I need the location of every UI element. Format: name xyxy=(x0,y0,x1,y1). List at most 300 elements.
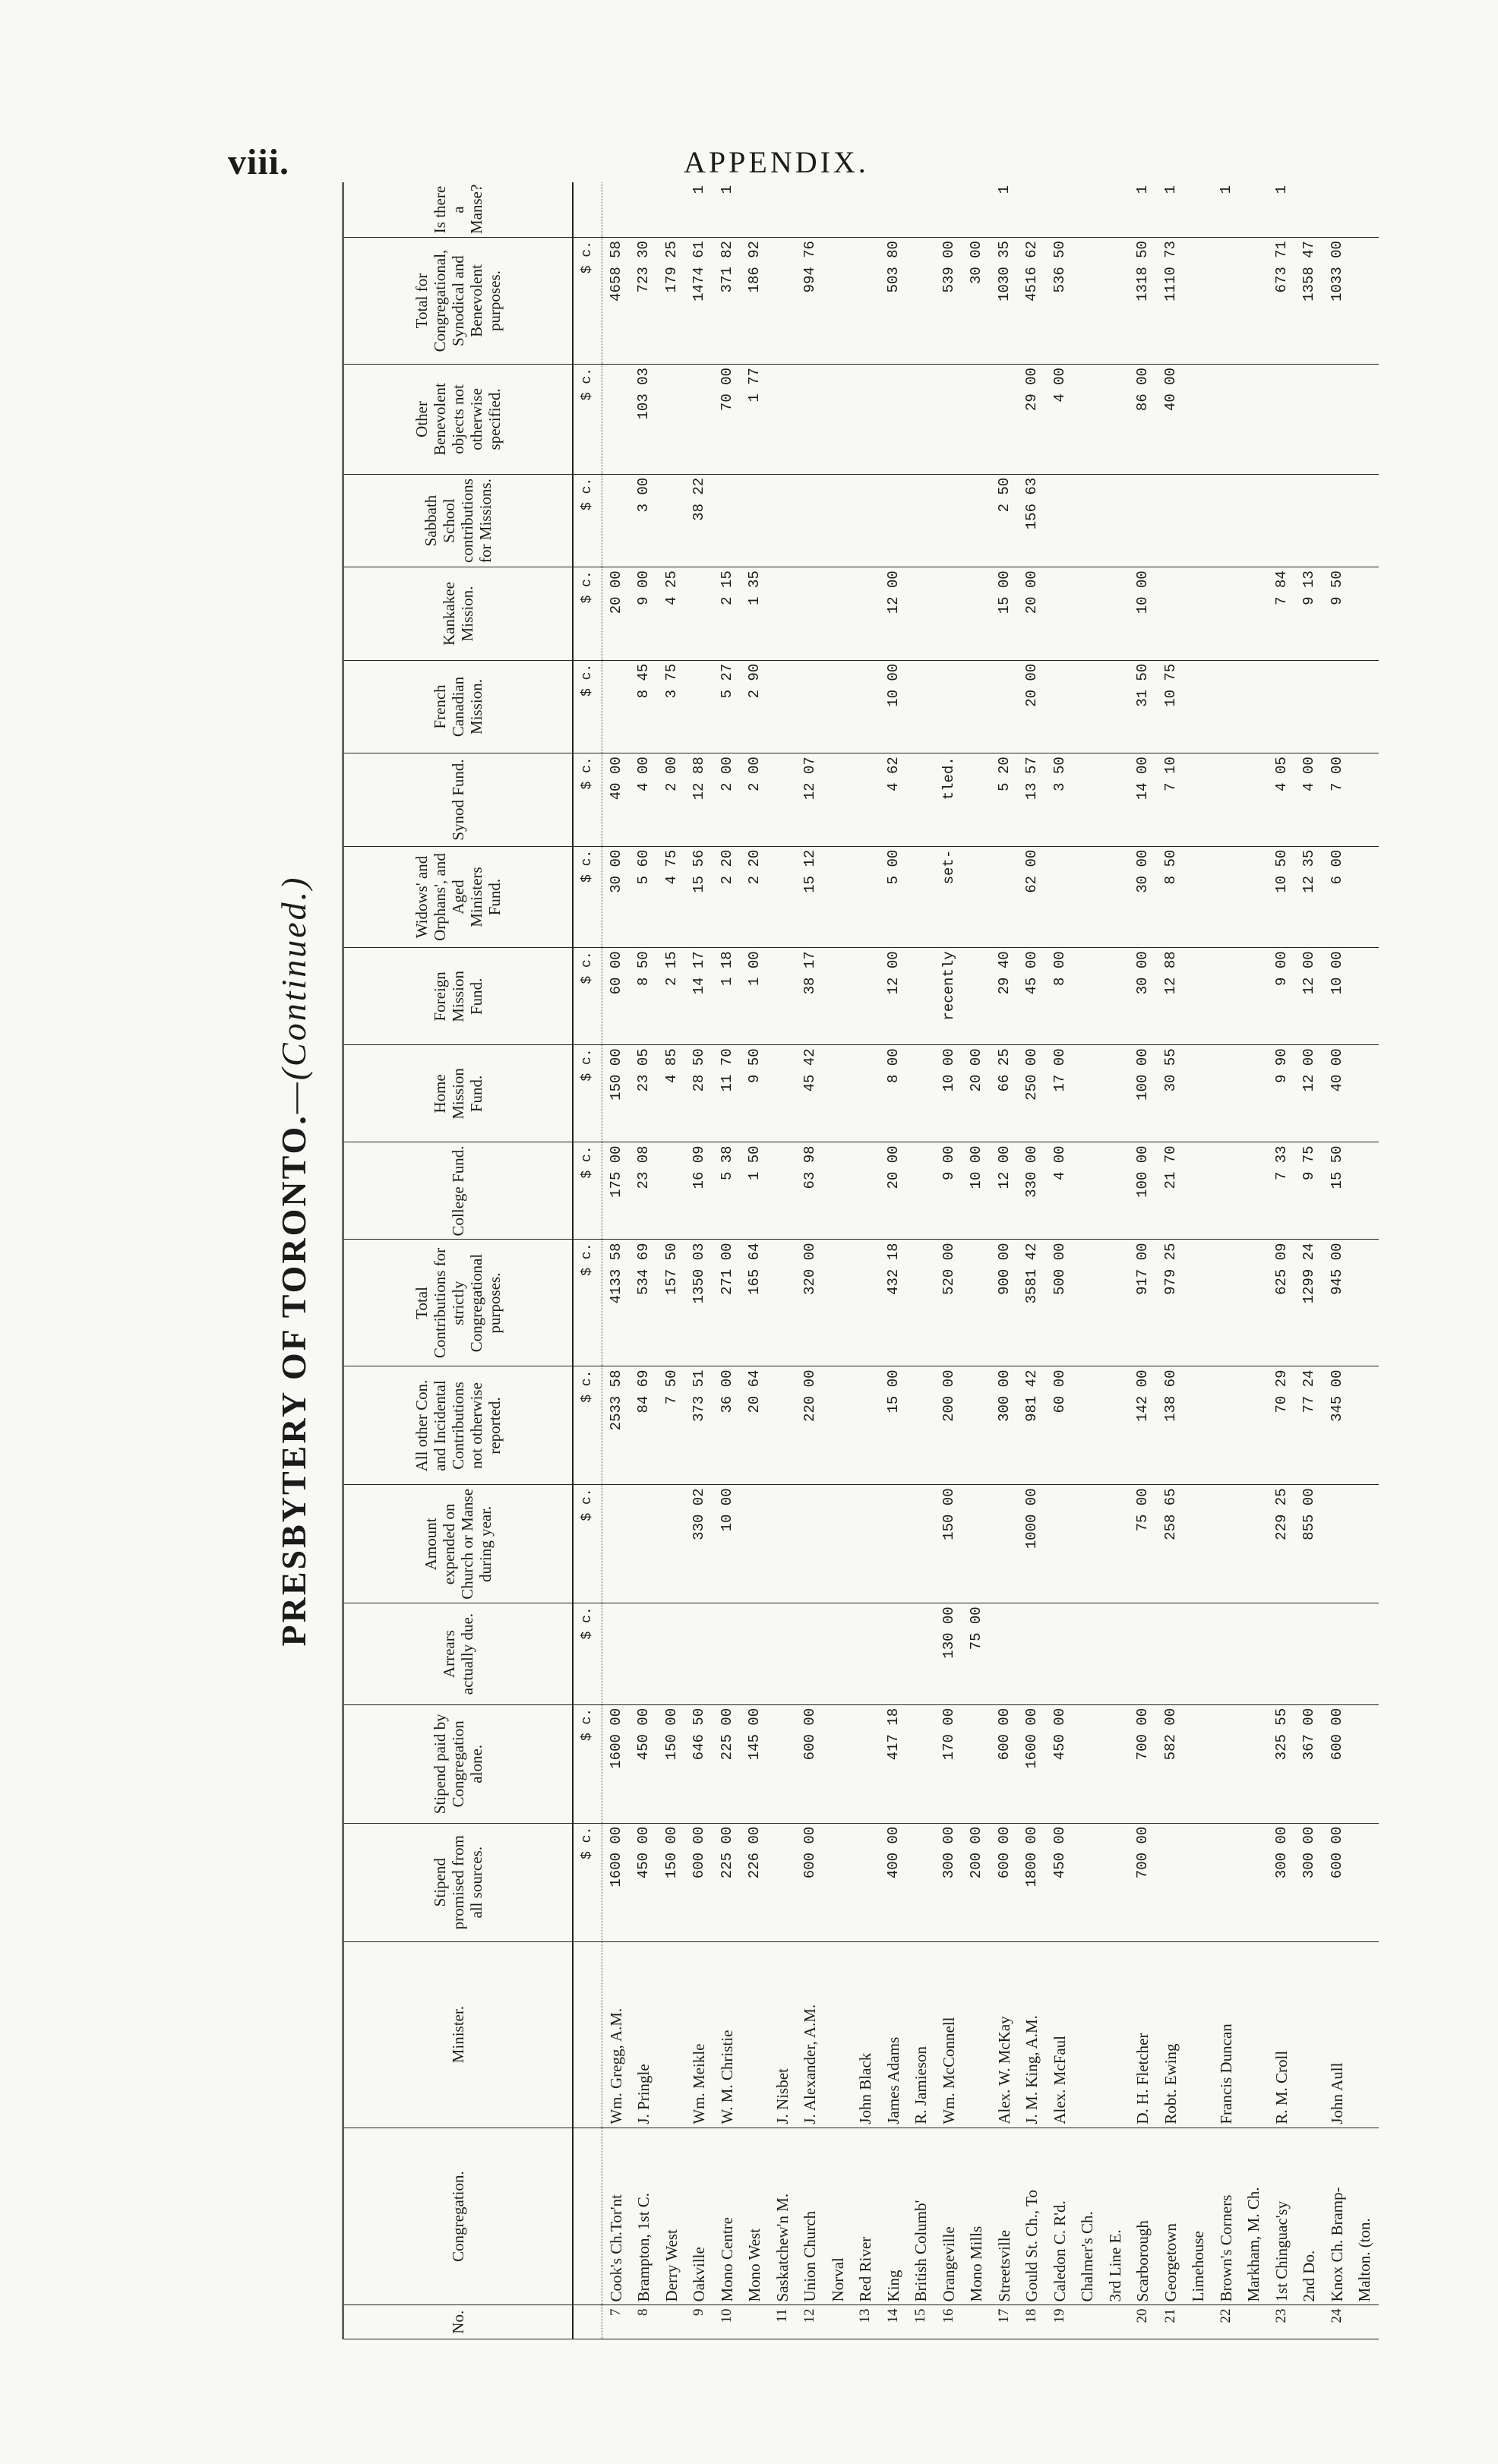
table-cell: 28 50 xyxy=(685,1045,713,1142)
table-cell: 156 63 xyxy=(1018,474,1046,567)
table-row xyxy=(1323,182,1351,2339)
table-cell: 534 69 xyxy=(630,1240,658,1366)
table-cell: Mono Centre xyxy=(713,2128,741,2305)
table-cell: 539 00 xyxy=(935,238,963,365)
table-cell xyxy=(1323,182,1351,238)
table-cell xyxy=(1212,238,1240,365)
table-cell xyxy=(769,1603,797,1705)
table-cell xyxy=(907,1823,935,1941)
table-cell: 373 51 xyxy=(685,1366,713,1485)
table-cell: 226 00 xyxy=(741,1823,769,1941)
table-cell: 3rd Line E. xyxy=(1101,2128,1130,2305)
table-cell xyxy=(1268,1603,1296,1705)
table-cell: 30 00 xyxy=(1129,948,1157,1045)
table-cell xyxy=(1351,1941,1379,2128)
column-header: All other Con. and Incidental Contributions not otherwise reported. xyxy=(343,1366,574,1485)
table-cell xyxy=(769,948,797,1045)
table-cell: King xyxy=(880,2128,908,2305)
table-cell xyxy=(1212,660,1240,753)
table-cell: 17 xyxy=(991,2305,1019,2339)
table-cell xyxy=(769,238,797,365)
table-cell xyxy=(824,948,852,1045)
table-cell xyxy=(1212,1142,1240,1240)
table-cell: 1 77 xyxy=(741,365,769,475)
table-cell: 6 00 xyxy=(1323,846,1351,948)
table-cell xyxy=(1073,1366,1101,1485)
table-cell: 4 00 xyxy=(1046,1142,1074,1240)
table-cell xyxy=(741,1485,769,1603)
table-cell: 15 56 xyxy=(685,846,713,948)
table-cell: John Aull xyxy=(1323,1941,1351,2128)
table-cell xyxy=(1101,846,1130,948)
table-cell: 8 50 xyxy=(630,948,658,1045)
table-cell: 4 00 xyxy=(630,753,658,846)
table-cell xyxy=(1184,1045,1212,1142)
column-header: Total Contributions for strictly Congregational purposes. xyxy=(343,1240,574,1366)
table-row xyxy=(1268,182,1296,2339)
table-cell xyxy=(685,365,713,475)
table-cell: 1600 00 xyxy=(602,1704,630,1823)
table-cell xyxy=(824,474,852,567)
table-cell xyxy=(962,474,991,567)
table-cell xyxy=(1073,660,1101,753)
table-cell xyxy=(1212,1366,1240,1485)
table-cell xyxy=(1212,1045,1240,1142)
table-cell xyxy=(685,660,713,753)
table-cell xyxy=(769,1823,797,1941)
table-cell: 8 45 xyxy=(630,660,658,753)
table-cell xyxy=(824,567,852,660)
table-cell: 3 75 xyxy=(658,660,686,753)
table-cell xyxy=(1073,238,1101,365)
table-cell xyxy=(769,1366,797,1485)
table-cell: 2 00 xyxy=(713,753,741,846)
table-cell: 36 00 xyxy=(713,1366,741,1485)
table-cell: 4 85 xyxy=(658,1045,686,1142)
table-cell: 1st Chinguac'sy xyxy=(1268,2128,1296,2305)
table-cell xyxy=(907,1485,935,1603)
table-row xyxy=(962,182,991,2339)
table-cell: 1 xyxy=(991,182,1019,238)
table-cell xyxy=(741,1603,769,1705)
table-cell xyxy=(852,1366,880,1485)
table-cell: 500 00 xyxy=(1046,1240,1074,1366)
table-cell xyxy=(1046,660,1074,753)
table-cell xyxy=(824,660,852,753)
table-cell xyxy=(1212,1603,1240,1705)
table-cell xyxy=(741,474,769,567)
table-cell: 142 00 xyxy=(1129,1366,1157,1485)
table-cell xyxy=(602,1485,630,1603)
table-cell xyxy=(962,567,991,660)
table-cell: 1 xyxy=(1157,182,1185,238)
table-cell: 157 50 xyxy=(658,1240,686,1366)
table-cell xyxy=(1212,1485,1240,1603)
table-cell xyxy=(1184,753,1212,846)
table-cell xyxy=(1351,1366,1379,1485)
table-cell xyxy=(658,474,686,567)
table-row xyxy=(1157,182,1185,2339)
table-cell xyxy=(1046,1603,1074,1705)
table-cell xyxy=(1240,474,1268,567)
table-cell: 38 22 xyxy=(685,474,713,567)
table-cell: 4 00 xyxy=(1295,753,1323,846)
table-cell: Chalmer's Ch. xyxy=(1073,2128,1101,2305)
table-cell xyxy=(713,1603,741,1705)
table-cell: 5 00 xyxy=(880,846,908,948)
table-cell xyxy=(991,365,1019,475)
table-cell: 10 00 xyxy=(935,1045,963,1142)
table-cell xyxy=(852,182,880,238)
table-cell xyxy=(824,2305,852,2339)
table-cell xyxy=(602,1603,630,1705)
unit-cell xyxy=(573,182,602,238)
table-cell xyxy=(1073,1603,1101,1705)
column-header: Sabbath School contributions for Missions. xyxy=(343,474,574,567)
table-cell: 38 17 xyxy=(796,948,824,1045)
unit-cell: $ c. xyxy=(573,660,602,753)
table-cell xyxy=(769,753,797,846)
table-cell xyxy=(1240,1941,1268,2128)
table-cell: 400 00 xyxy=(880,1823,908,1941)
table-cell: 4516 62 xyxy=(1018,238,1046,365)
table-cell: Caledon C. R'd. xyxy=(1046,2128,1074,2305)
table-cell: Mono Mills xyxy=(962,2128,991,2305)
table-cell xyxy=(1184,1240,1212,1366)
table-cell xyxy=(907,474,935,567)
table-cell xyxy=(824,1603,852,1705)
table-cell xyxy=(1240,182,1268,238)
table-cell: 536 50 xyxy=(1046,238,1074,365)
table-cell xyxy=(962,2305,991,2339)
table-cell: 450 00 xyxy=(630,1704,658,1823)
table-cell: James Adams xyxy=(880,1941,908,2128)
table-cell xyxy=(1184,1485,1212,1603)
page-number: viii. xyxy=(228,142,290,182)
table-cell xyxy=(1323,1603,1351,1705)
table-cell: J. Nisbet xyxy=(769,1941,797,2128)
table-cell: 1 xyxy=(1129,182,1157,238)
column-header: College Fund. xyxy=(343,1142,574,1240)
table-cell: 700 00 xyxy=(1129,1823,1157,1941)
table-cell xyxy=(1184,846,1212,948)
table-cell xyxy=(1351,846,1379,948)
table-cell xyxy=(685,1603,713,1705)
table-cell xyxy=(602,365,630,475)
table-cell: R. M. Croll xyxy=(1268,1941,1296,2128)
table-cell: Limehouse xyxy=(1184,2128,1212,2305)
table-cell: 5 38 xyxy=(713,1142,741,1240)
table-title-continued: —(Continued.) xyxy=(274,875,313,1114)
column-header: No. xyxy=(343,2305,574,2339)
table-cell: J. Alexander, A.M. xyxy=(796,1941,824,2128)
table-cell xyxy=(962,365,991,475)
table-cell xyxy=(1101,1366,1130,1485)
table-cell xyxy=(1351,2305,1379,2339)
table-cell: 9 00 xyxy=(935,1142,963,1240)
table-cell xyxy=(962,948,991,1045)
table-cell: 2 20 xyxy=(713,846,741,948)
table-cell xyxy=(685,567,713,660)
table-cell xyxy=(1073,1485,1101,1603)
table-row xyxy=(824,182,852,2339)
table-row xyxy=(796,182,824,2339)
table-cell: 1600 00 xyxy=(1018,1704,1046,1823)
table-cell: Norval xyxy=(824,2128,852,2305)
column-header: Stipend promised from all sources. xyxy=(343,1823,574,1941)
table-cell: Orangeville xyxy=(935,2128,963,2305)
column-header: Is there a Manse? xyxy=(343,182,574,238)
table-cell xyxy=(1101,365,1130,475)
table-cell xyxy=(852,567,880,660)
table-cell: 600 00 xyxy=(991,1823,1019,1941)
table-cell xyxy=(769,474,797,567)
column-header: Minister. xyxy=(343,1941,574,2128)
table-cell: 20 00 xyxy=(880,1142,908,1240)
table-cell: 84 69 xyxy=(630,1366,658,1485)
table-cell xyxy=(769,846,797,948)
column-header: Home Mission Fund. xyxy=(343,1045,574,1142)
table-cell xyxy=(769,1240,797,1366)
table-row xyxy=(880,182,908,2339)
table-cell xyxy=(907,1045,935,1142)
unit-cell: $ c. xyxy=(573,753,602,846)
table-cell xyxy=(935,660,963,753)
table-cell xyxy=(1212,474,1240,567)
table-cell xyxy=(962,660,991,753)
table-cell: 5 20 xyxy=(991,753,1019,846)
table-cell: Malton. (ton. xyxy=(1351,2128,1379,2305)
table-cell xyxy=(1101,1240,1130,1366)
table-cell: 4 25 xyxy=(658,567,686,660)
table-cell xyxy=(1184,238,1212,365)
table-cell xyxy=(824,1823,852,1941)
table-cell xyxy=(1240,1603,1268,1705)
table-cell: 625 09 xyxy=(1268,1240,1296,1366)
table-cell: 9 xyxy=(685,2305,713,2339)
table-cell xyxy=(1240,1366,1268,1485)
table-row xyxy=(1240,182,1268,2339)
table-cell: 62 00 xyxy=(1018,846,1046,948)
table-cell: Wm. Meikle xyxy=(685,1941,713,2128)
table-cell xyxy=(1073,948,1101,1045)
table-cell: 1800 00 xyxy=(1018,1823,1046,1941)
table-cell xyxy=(1101,1823,1130,1941)
table-cell xyxy=(1240,846,1268,948)
table-cell xyxy=(907,182,935,238)
table-cell: 2 00 xyxy=(658,753,686,846)
table-row xyxy=(852,182,880,2339)
table-cell xyxy=(1184,948,1212,1045)
table-cell xyxy=(1184,1366,1212,1485)
table-row xyxy=(602,182,630,2339)
table-cell xyxy=(1101,1485,1130,1603)
table-cell: 145 00 xyxy=(741,1704,769,1823)
table-cell xyxy=(1268,660,1296,753)
table-cell xyxy=(1101,1603,1130,1705)
table-cell: R. Jamieson xyxy=(907,1941,935,2128)
table-cell xyxy=(824,1485,852,1603)
table-cell: 3 50 xyxy=(1046,753,1074,846)
table-cell: 330 02 xyxy=(685,1485,713,1603)
table-cell xyxy=(1351,1823,1379,1941)
table-cell xyxy=(741,182,769,238)
table-cell xyxy=(1351,567,1379,660)
table-cell: 10 00 xyxy=(713,1485,741,1603)
table-cell: 20 00 xyxy=(1018,567,1046,660)
table-cell xyxy=(880,1485,908,1603)
table-cell xyxy=(1212,365,1240,475)
table-cell: 330 00 xyxy=(1018,1142,1046,1240)
table-cell xyxy=(991,1485,1019,1603)
table-cell xyxy=(907,753,935,846)
table-cell: 2 15 xyxy=(713,567,741,660)
table-cell xyxy=(1073,1045,1101,1142)
table-cell: 10 50 xyxy=(1268,846,1296,948)
table-cell xyxy=(741,1941,769,2128)
table-cell xyxy=(769,567,797,660)
table-cell: 9 75 xyxy=(1295,1142,1323,1240)
column-header: Widows' and Orphans', and Aged Ministers Fund. xyxy=(343,846,574,948)
table-cell xyxy=(852,238,880,365)
table-cell: 1299 24 xyxy=(1295,1240,1323,1366)
unit-cell: $ c. xyxy=(573,1823,602,1941)
unit-cell xyxy=(573,1941,602,2128)
table-cell xyxy=(1018,1603,1046,1705)
table-cell xyxy=(1323,474,1351,567)
table-cell xyxy=(769,365,797,475)
table-row xyxy=(1184,182,1212,2339)
table-cell: tled. xyxy=(935,753,963,846)
table-cell: 7 00 xyxy=(1323,753,1351,846)
table-cell xyxy=(1351,365,1379,475)
table-cell xyxy=(658,1142,686,1240)
table-cell: 979 25 xyxy=(1157,1240,1185,1366)
table-cell xyxy=(962,753,991,846)
table-cell xyxy=(1351,1704,1379,1823)
table-cell: 100 00 xyxy=(1129,1142,1157,1240)
table-cell xyxy=(880,474,908,567)
table-cell: 4 75 xyxy=(658,846,686,948)
table-cell xyxy=(852,948,880,1045)
table-cell xyxy=(1073,2305,1101,2339)
table-cell xyxy=(630,182,658,238)
table-cell xyxy=(741,2305,769,2339)
table-cell xyxy=(907,1603,935,1705)
table-cell xyxy=(1240,753,1268,846)
table-cell xyxy=(824,1240,852,1366)
table-cell xyxy=(962,1240,991,1366)
table-cell xyxy=(852,1485,880,1603)
table-cell xyxy=(658,365,686,475)
table-cell xyxy=(1295,365,1323,475)
table-cell xyxy=(630,1603,658,1705)
table-cell: 300 00 xyxy=(991,1366,1019,1485)
table-cell: 855 00 xyxy=(1295,1485,1323,1603)
table-cell: 1000 00 xyxy=(1018,1485,1046,1603)
table-cell: recently xyxy=(935,948,963,1045)
table-cell: 86 00 xyxy=(1129,365,1157,475)
table-cell xyxy=(907,1704,935,1823)
table-cell: 300 00 xyxy=(935,1823,963,1941)
table-cell: 9 90 xyxy=(1268,1045,1296,1142)
column-header: Kankakee Mission. xyxy=(343,567,574,660)
table-cell: Streetsville xyxy=(991,2128,1019,2305)
unit-cell: $ c. xyxy=(573,567,602,660)
table-cell xyxy=(1184,660,1212,753)
table-cell xyxy=(1240,1240,1268,1366)
table-cell: 1 xyxy=(1212,182,1240,238)
table-cell xyxy=(1351,948,1379,1045)
table-cell: 7 50 xyxy=(658,1366,686,1485)
table-cell: 1350 03 xyxy=(685,1240,713,1366)
table-cell xyxy=(1184,365,1212,475)
table-cell: 23 05 xyxy=(630,1045,658,1142)
table-cell: 23 08 xyxy=(630,1142,658,1240)
table-cell: 600 00 xyxy=(1323,1704,1351,1823)
table-cell: 432 18 xyxy=(880,1240,908,1366)
table-cell xyxy=(796,474,824,567)
table-cell: 12 00 xyxy=(1295,948,1323,1045)
table-cell: 200 00 xyxy=(962,1823,991,1941)
table-row xyxy=(907,182,935,2339)
table-cell: 75 00 xyxy=(962,1603,991,1705)
table-row xyxy=(1129,182,1157,2339)
unit-cell: $ c. xyxy=(573,1142,602,1240)
table-cell: 582 00 xyxy=(1157,1704,1185,1823)
table-cell: 13 57 xyxy=(1018,753,1046,846)
table-cell: 450 00 xyxy=(1046,1823,1074,1941)
table-cell: J. M. King, A.M. xyxy=(1018,1941,1046,2128)
table-cell: 450 00 xyxy=(630,1823,658,1941)
table-cell xyxy=(852,1045,880,1142)
table-cell: 673 71 xyxy=(1268,238,1296,365)
table-cell: 14 xyxy=(880,2305,908,2339)
column-header: Amount expended on Church or Manse during year. xyxy=(343,1485,574,1603)
table-cell: 7 33 xyxy=(1268,1142,1296,1240)
table-cell xyxy=(852,474,880,567)
table-cell xyxy=(824,1941,852,2128)
table-cell: 945 00 xyxy=(1323,1240,1351,1366)
column-header: Arrears actually due. xyxy=(343,1603,574,1705)
table-cell: 175 00 xyxy=(602,1142,630,1240)
table-cell: 11 70 xyxy=(713,1045,741,1142)
table-cell: 1110 73 xyxy=(1157,238,1185,365)
table-cell: 13 xyxy=(852,2305,880,2339)
unit-cell: $ c. xyxy=(573,365,602,475)
table-cell: 170 00 xyxy=(935,1704,963,1823)
table-cell: D. H. Fletcher xyxy=(1129,1941,1157,2128)
table-cell xyxy=(1101,238,1130,365)
table-cell: 700 00 xyxy=(1129,1704,1157,1823)
table-cell: 165 64 xyxy=(741,1240,769,1366)
column-header: Stipend paid by Congregation alone. xyxy=(343,1704,574,1823)
table-cell: 1 xyxy=(1268,182,1296,238)
table-cell: 325 55 xyxy=(1268,1704,1296,1823)
table-cell xyxy=(796,660,824,753)
table-cell: 1030 35 xyxy=(991,238,1019,365)
table-cell: Union Church xyxy=(796,2128,824,2305)
table-cell: 1 18 xyxy=(713,948,741,1045)
table-cell: 179 25 xyxy=(658,238,686,365)
table-cell xyxy=(880,182,908,238)
table-cell xyxy=(1351,474,1379,567)
table-cell: 10 xyxy=(713,2305,741,2339)
table-cell: 8 00 xyxy=(880,1045,908,1142)
column-header: Other Benevolent objects not otherwise specified. xyxy=(343,365,574,475)
table-cell xyxy=(824,238,852,365)
table-cell xyxy=(1184,182,1212,238)
